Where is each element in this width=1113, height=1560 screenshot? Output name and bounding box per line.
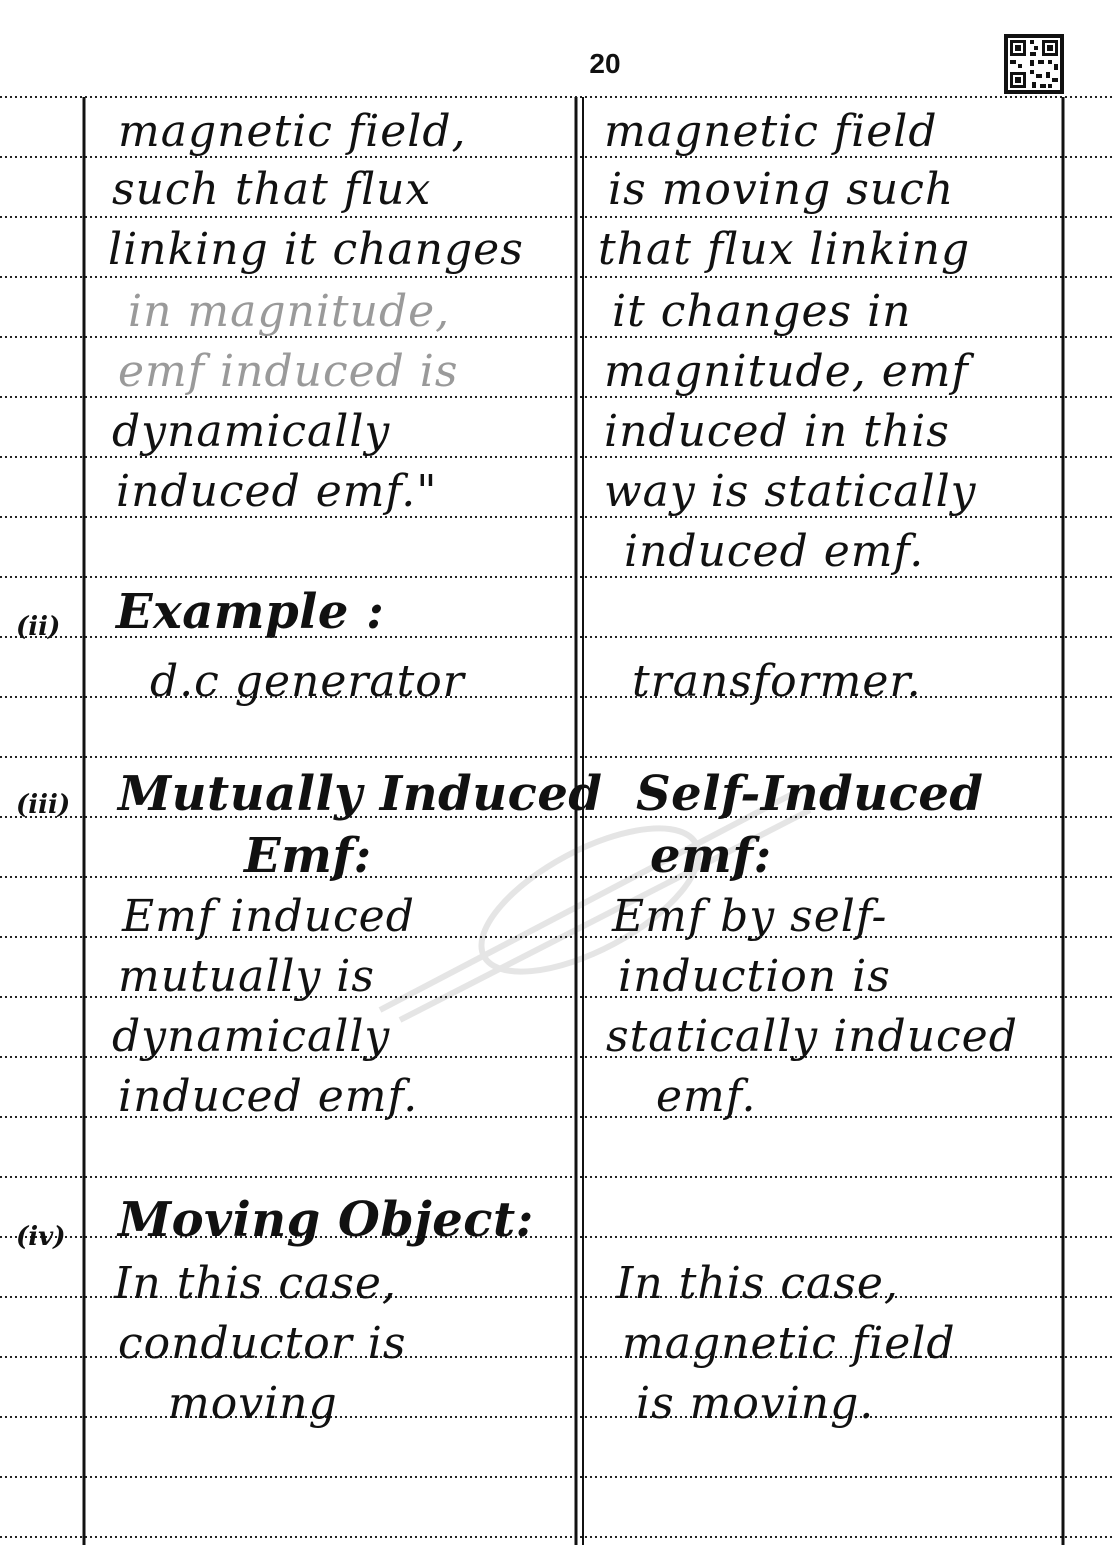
qr-code-icon bbox=[1004, 34, 1064, 94]
right-definition-line: magnitude, emf bbox=[604, 346, 969, 397]
right-moving-line: is moving. bbox=[636, 1378, 875, 1429]
left-moving-line: In this case, bbox=[114, 1258, 397, 1309]
right-definition-line: that flux linking bbox=[598, 224, 971, 275]
row-marker-iii: (iii) bbox=[16, 790, 71, 820]
left-emf-heading: Emf: bbox=[244, 828, 372, 884]
left-emf-line: mutually is bbox=[118, 951, 375, 1002]
left-example-value: d.c generator bbox=[150, 656, 465, 707]
right-definition-line: induced in this bbox=[604, 406, 950, 457]
right-emf-heading: Self-Induced bbox=[636, 766, 984, 822]
left-moving-line: conductor is bbox=[118, 1318, 407, 1369]
right-emf-line: statically induced bbox=[606, 1011, 1018, 1062]
left-example-heading: Example : bbox=[116, 584, 385, 640]
right-example-value: transformer. bbox=[632, 656, 922, 707]
left-emf-heading: Mutually Induced bbox=[118, 766, 603, 822]
right-definition-line: is moving such bbox=[608, 164, 955, 215]
left-moving-heading: Moving Object: bbox=[118, 1192, 534, 1248]
right-emf-heading: emf: bbox=[650, 828, 772, 884]
row-marker-iv: (iv) bbox=[16, 1222, 66, 1252]
left-definition-line: induced emf." bbox=[116, 466, 438, 517]
right-emf-line: emf. bbox=[656, 1071, 757, 1122]
left-definition-line: linking it changes bbox=[108, 224, 524, 275]
left-emf-line: induced emf. bbox=[118, 1071, 419, 1122]
left-definition-line: such that flux bbox=[112, 164, 432, 215]
page-number: 20 bbox=[589, 48, 621, 79]
row-marker-ii: (ii) bbox=[16, 612, 61, 642]
left-emf-line: dynamically bbox=[112, 1011, 391, 1062]
left-emf-line: Emf induced bbox=[122, 891, 415, 942]
left-definition-line: dynamically bbox=[112, 406, 391, 457]
left-moving-line: moving bbox=[168, 1378, 338, 1429]
left-definition-line: magnetic field, bbox=[118, 106, 467, 157]
right-definition-line: it changes in bbox=[612, 286, 912, 337]
right-definition-line: way is statically bbox=[604, 466, 977, 517]
left-definition-line: in magnitude, bbox=[128, 286, 451, 337]
right-emf-line: Emf by self- bbox=[612, 891, 888, 942]
right-definition-line: magnetic field bbox=[604, 106, 938, 157]
right-emf-line: induction is bbox=[618, 951, 891, 1002]
right-moving-line: magnetic field bbox=[622, 1318, 956, 1369]
right-definition-line: induced emf. bbox=[624, 526, 925, 577]
right-moving-line: In this case, bbox=[616, 1258, 899, 1309]
left-definition-line: emf induced is bbox=[118, 346, 459, 397]
